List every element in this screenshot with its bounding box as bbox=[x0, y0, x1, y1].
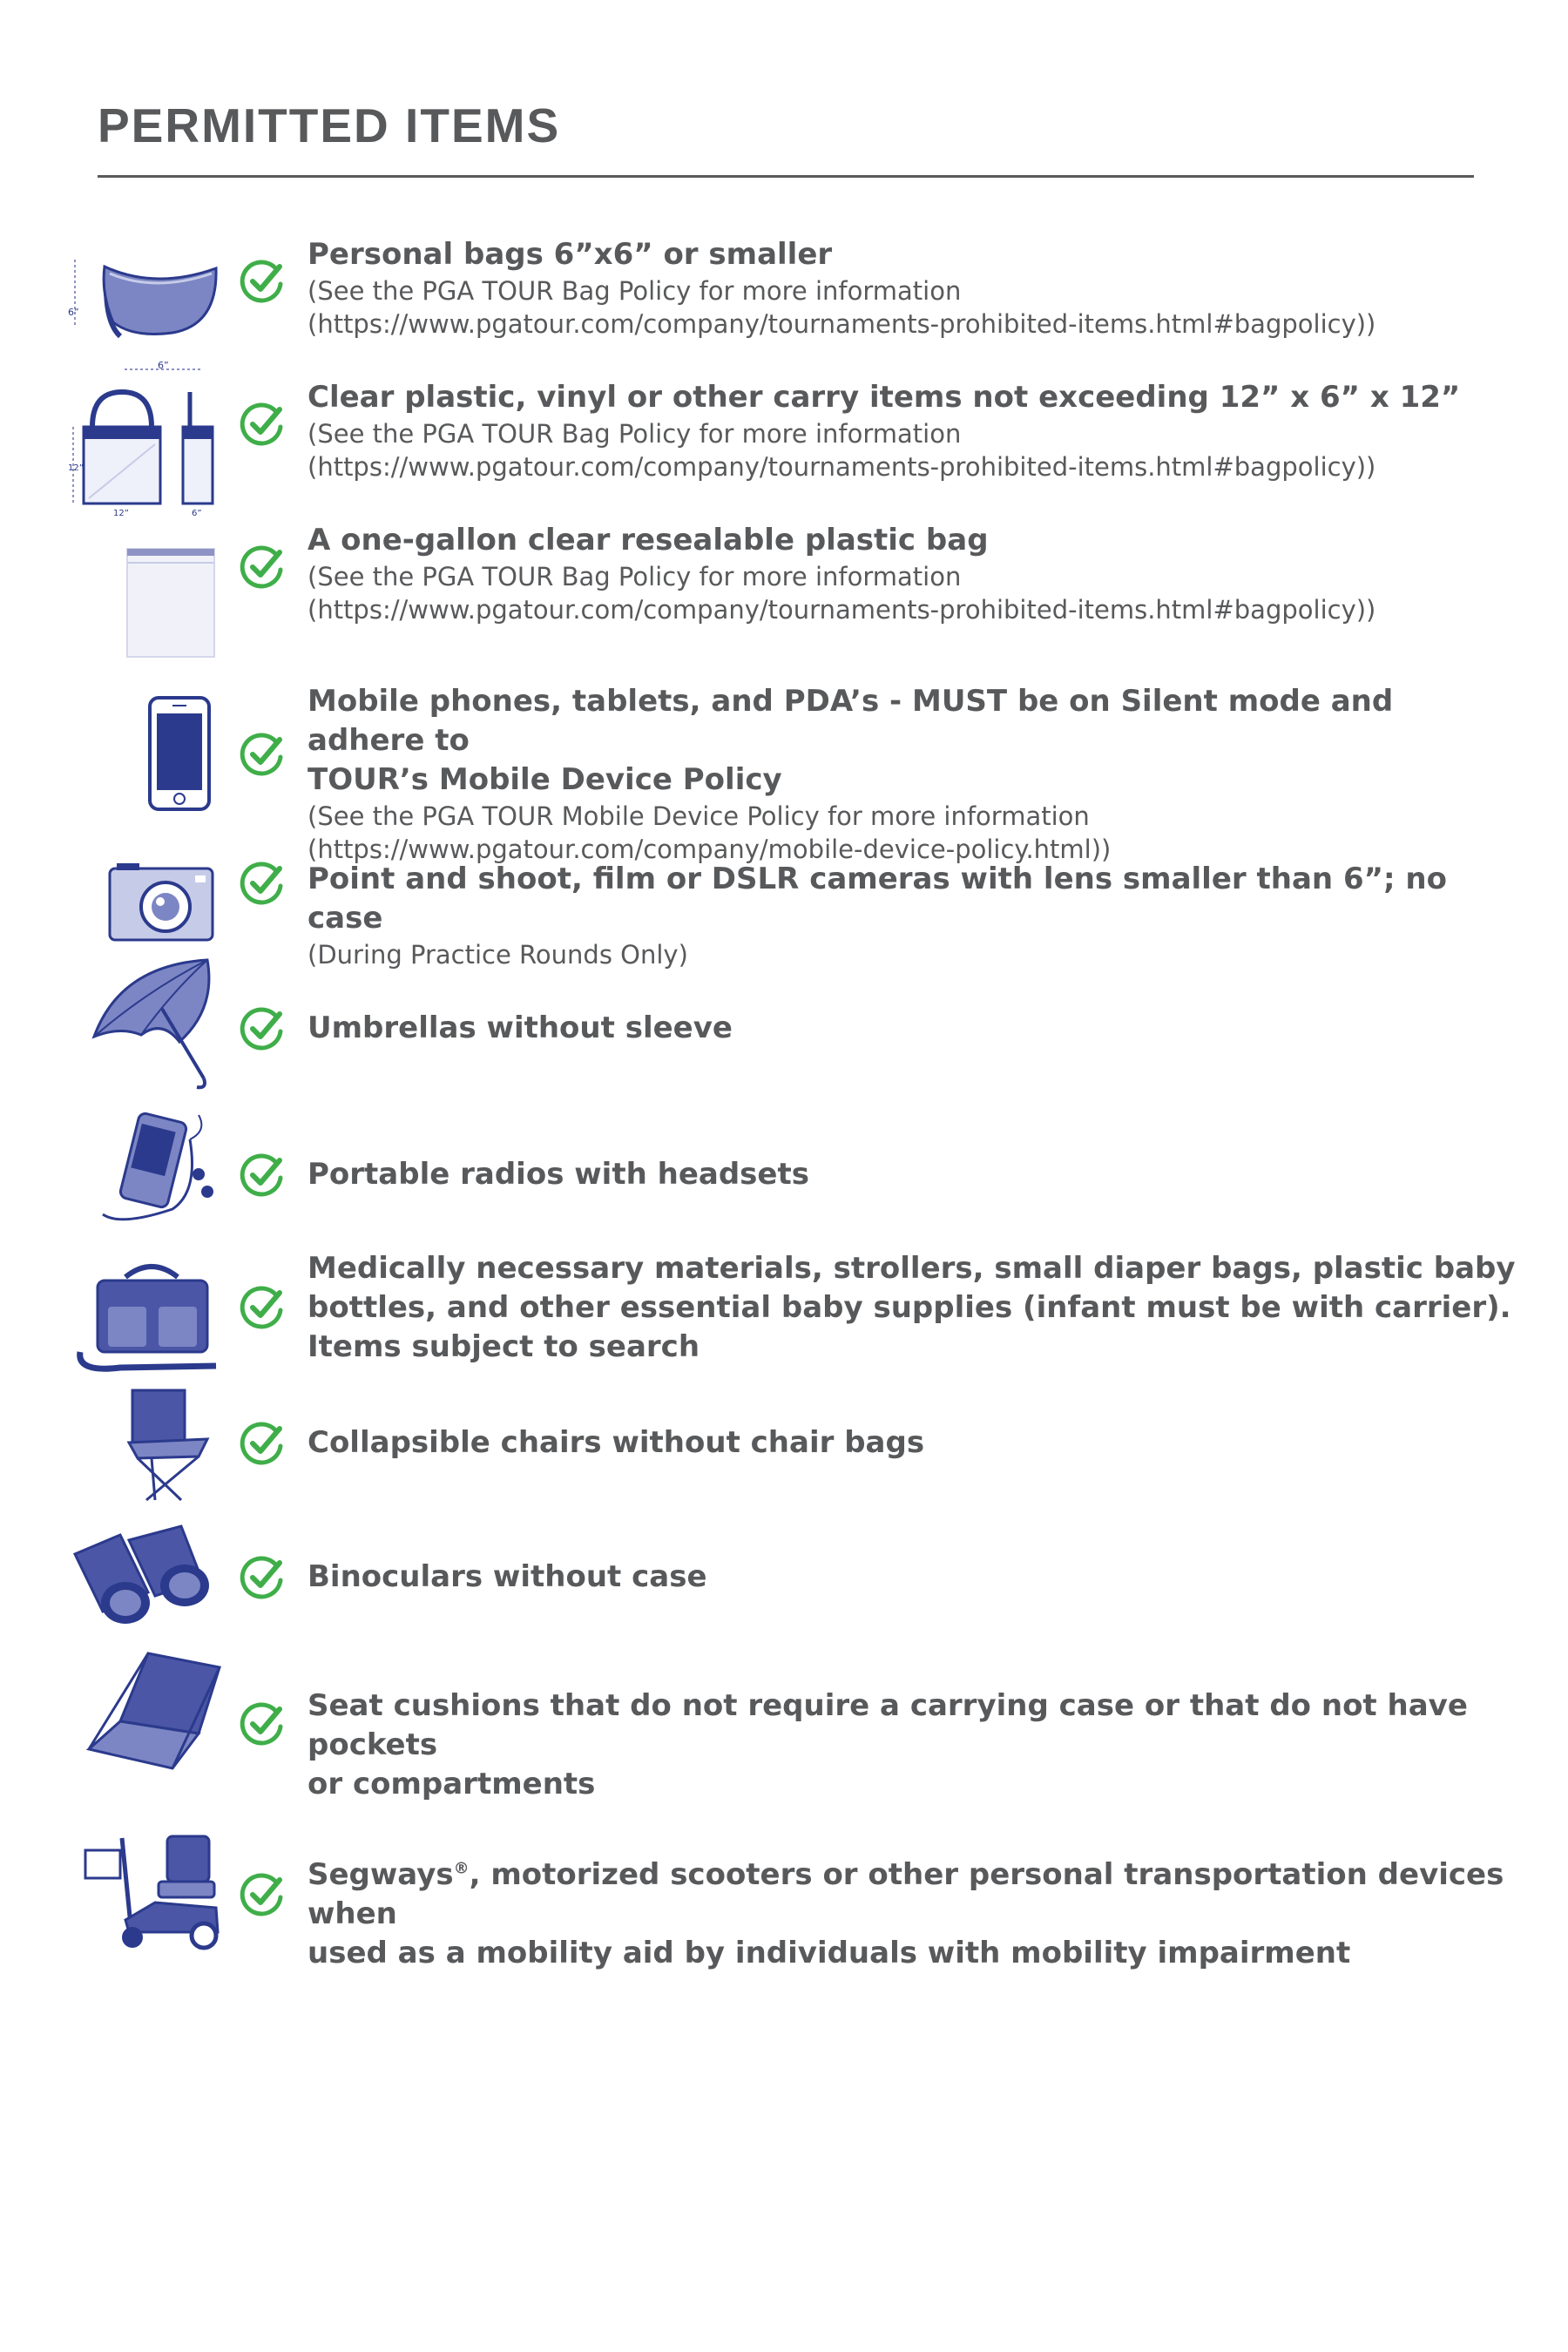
height-dimension-label: 12” bbox=[68, 463, 84, 473]
mobile-phone-icon bbox=[68, 682, 225, 813]
item-note: (https://www.pgatour.com/company/mobile-device-policy.html)) bbox=[308, 835, 1112, 864]
umbrella-icon bbox=[68, 956, 225, 1087]
width-dimension-label: 6” bbox=[158, 360, 169, 371]
item-title: Seat cushions that do not require a carrying case or that do not have pockets bbox=[308, 1688, 1468, 1762]
item-title: Umbrellas without sleeve bbox=[308, 1010, 733, 1045]
item-title-brand: Segways bbox=[308, 1857, 454, 1892]
checkmark-icon bbox=[239, 1152, 286, 1199]
item-title: Personal bags 6”x6” or smaller bbox=[308, 237, 833, 272]
item-title: Collapsible chairs without chair bags bbox=[308, 1425, 925, 1460]
checkmark-icon bbox=[239, 1871, 286, 1918]
checkmark-icon bbox=[239, 1554, 286, 1601]
clear-tote-bag-icon bbox=[68, 385, 225, 516]
height-dimension-label: 6” bbox=[68, 307, 79, 318]
checkmark-icon bbox=[239, 1284, 286, 1331]
checkmark-icon bbox=[239, 731, 286, 778]
item-note: (See the PGA TOUR Bag Policy for more information bbox=[308, 276, 962, 306]
item-note: (https://www.pgatour.com/company/tournaments-prohibited-items.html#bagpolicy)) bbox=[308, 595, 1376, 625]
item-note: (https://www.pgatour.com/company/tournaments-prohibited-items.html#bagpolicy)) bbox=[308, 452, 1376, 482]
seat-cushion-icon bbox=[68, 1648, 225, 1779]
binoculars-icon bbox=[68, 1509, 225, 1639]
item-title bbox=[308, 1855, 1518, 1934]
item-title: Mobile phones, tablets, and PDA’s - MUST be on Silent mode and adhere to bbox=[308, 684, 1394, 758]
item-note: (During Practice Rounds Only) bbox=[308, 940, 688, 970]
camera-icon bbox=[68, 834, 225, 964]
resealable-bag-icon bbox=[68, 528, 225, 659]
item-note: (See the PGA TOUR Mobile Device Policy for more information bbox=[308, 801, 1090, 831]
checkmark-icon bbox=[239, 1420, 286, 1467]
item-title: Medically necessary materials, strollers, small diaper bags, plastic baby bbox=[308, 1251, 1516, 1286]
item-title: Items subject to search bbox=[308, 1329, 700, 1364]
depth-dimension-label: 6” bbox=[192, 509, 202, 518]
item-title: Clear plastic, vinyl or other carry items not exceeding 12” x 6” x 12” bbox=[308, 380, 1461, 415]
item-title: Portable radios with headsets bbox=[308, 1157, 809, 1192]
folding-chair-icon bbox=[68, 1378, 225, 1509]
checkmark-icon bbox=[239, 258, 286, 305]
item-title: A one-gallon clear resealable plastic bag bbox=[308, 523, 989, 558]
purse-icon bbox=[68, 242, 225, 373]
width-dimension-label: 12” bbox=[113, 509, 129, 518]
item-note: (See the PGA TOUR Bag Policy for more information bbox=[308, 562, 962, 591]
title-divider bbox=[98, 175, 1474, 178]
item-title-rest: , motorized scooters or other personal transportation devices when bbox=[308, 1857, 1504, 1931]
registered-mark: ® bbox=[453, 1859, 470, 1878]
item-title: used as a mobility aid by individuals with mobility impairment bbox=[308, 1936, 1351, 1970]
checkmark-icon bbox=[239, 1005, 286, 1052]
item-title: or compartments bbox=[308, 1767, 596, 1801]
item-title: Point and shoot, film or DSLR cameras with lens smaller than 6”; no case bbox=[308, 862, 1447, 936]
item-title: Binoculars without case bbox=[308, 1559, 707, 1594]
item-title: bottles, and other essential baby supplies (infant must be with carrier). bbox=[308, 1290, 1511, 1325]
item-title: TOUR’s Mobile Device Policy bbox=[308, 762, 782, 797]
page-title: PERMITTED ITEMS bbox=[98, 98, 561, 152]
checkmark-icon bbox=[239, 401, 286, 448]
checkmark-icon bbox=[239, 544, 286, 591]
checkmark-icon bbox=[239, 860, 286, 907]
mobility-scooter-icon bbox=[68, 1829, 225, 1960]
diaper-bag-icon bbox=[68, 1251, 225, 1382]
portable-radio-icon bbox=[68, 1105, 225, 1235]
item-note: (https://www.pgatour.com/company/tournaments-prohibited-items.html#bagpolicy)) bbox=[308, 309, 1376, 339]
item-note: (See the PGA TOUR Bag Policy for more information bbox=[308, 419, 962, 449]
checkmark-icon bbox=[239, 1700, 286, 1747]
